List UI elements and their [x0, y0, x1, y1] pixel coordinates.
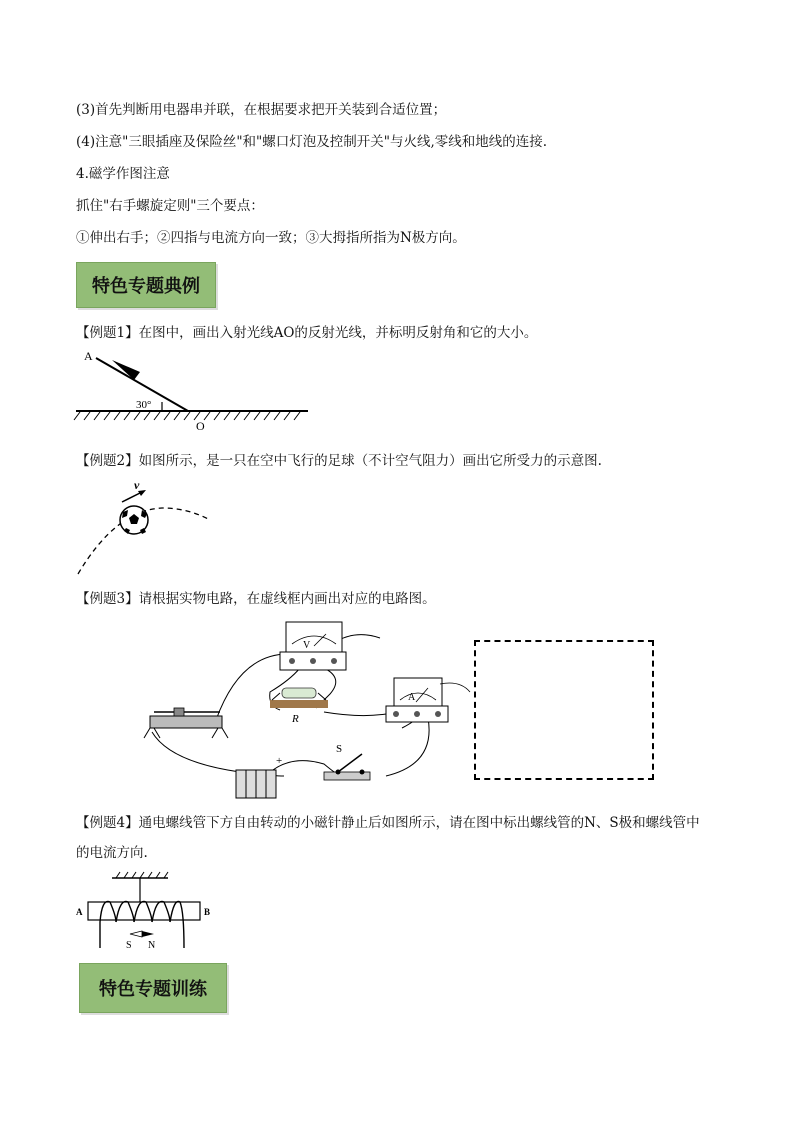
velocity-arrow: [122, 492, 142, 502]
example-1-text: 【例题1】在图中，画出入射光线AO的反射光线，并标明反射角和它的大小。: [76, 325, 538, 341]
label-end-b: B: [204, 907, 211, 917]
label-angle: 30°: [136, 399, 152, 411]
text-line-5: 4.磁学作图注意: [76, 166, 170, 182]
label-o: O: [196, 419, 205, 433]
banner-examples: 特色专题典例: [76, 262, 216, 308]
label-resistor-r: R: [292, 713, 299, 725]
figure-circuit: [140, 614, 500, 804]
label-voltmeter-v: V: [303, 640, 311, 651]
resistor: [270, 688, 328, 725]
label-needle-n: N: [148, 940, 156, 951]
label-a: A: [84, 349, 93, 363]
example-4-text-line-2: 的电流方向.: [76, 845, 148, 861]
label-battery-plus: +: [276, 755, 283, 767]
switch: [324, 743, 370, 780]
answer-box-dashed[interactable]: [474, 640, 654, 780]
text-line-6: 抓住"右手螺旋定则"三个要点：: [76, 198, 264, 214]
label-needle-s: S: [126, 940, 132, 951]
label-end-a: A: [76, 907, 83, 917]
label-v: v: [134, 478, 140, 492]
text-line-3: (3)首先判断用电器串并联，在根据要求把开关装到合适位置；: [76, 102, 447, 118]
voltmeter: [280, 622, 346, 670]
label-switch-s: S: [336, 743, 343, 755]
label-ammeter-a: A: [408, 692, 416, 703]
figure-reflection: [76, 346, 316, 436]
example-3-text: 【例题3】请根据实物电路，在虚线框内画出对应的电路图。: [76, 591, 436, 607]
ammeter: [386, 678, 448, 722]
figure-solenoid: [76, 872, 216, 956]
example-2-text: 【例题2】如图所示，是一只在空中飞行的足球（不计空气阻力）画出它所受力的示意图.: [76, 453, 602, 469]
text-line-4: (4)注意"三眼插座及保险丝"和"螺口灯泡及控制开关"与火线,零线和地线的连接.: [76, 134, 548, 150]
compass-needle: [130, 931, 154, 937]
rheostat: [144, 708, 228, 738]
text-line-7: ①伸出右手；②四指与电流方向一致；③大拇指所指为N极方向。: [76, 230, 466, 246]
example-4-text-line-1: 【例题4】通电螺线管下方自由转动的小磁针静止后如图所示，请在图中标出螺线管的N、S极和螺线管中: [76, 815, 700, 831]
banner-training: 特色专题训练: [79, 963, 227, 1013]
mirror-hatching: [74, 412, 300, 420]
battery: [236, 755, 282, 798]
figure-football: [76, 478, 226, 578]
